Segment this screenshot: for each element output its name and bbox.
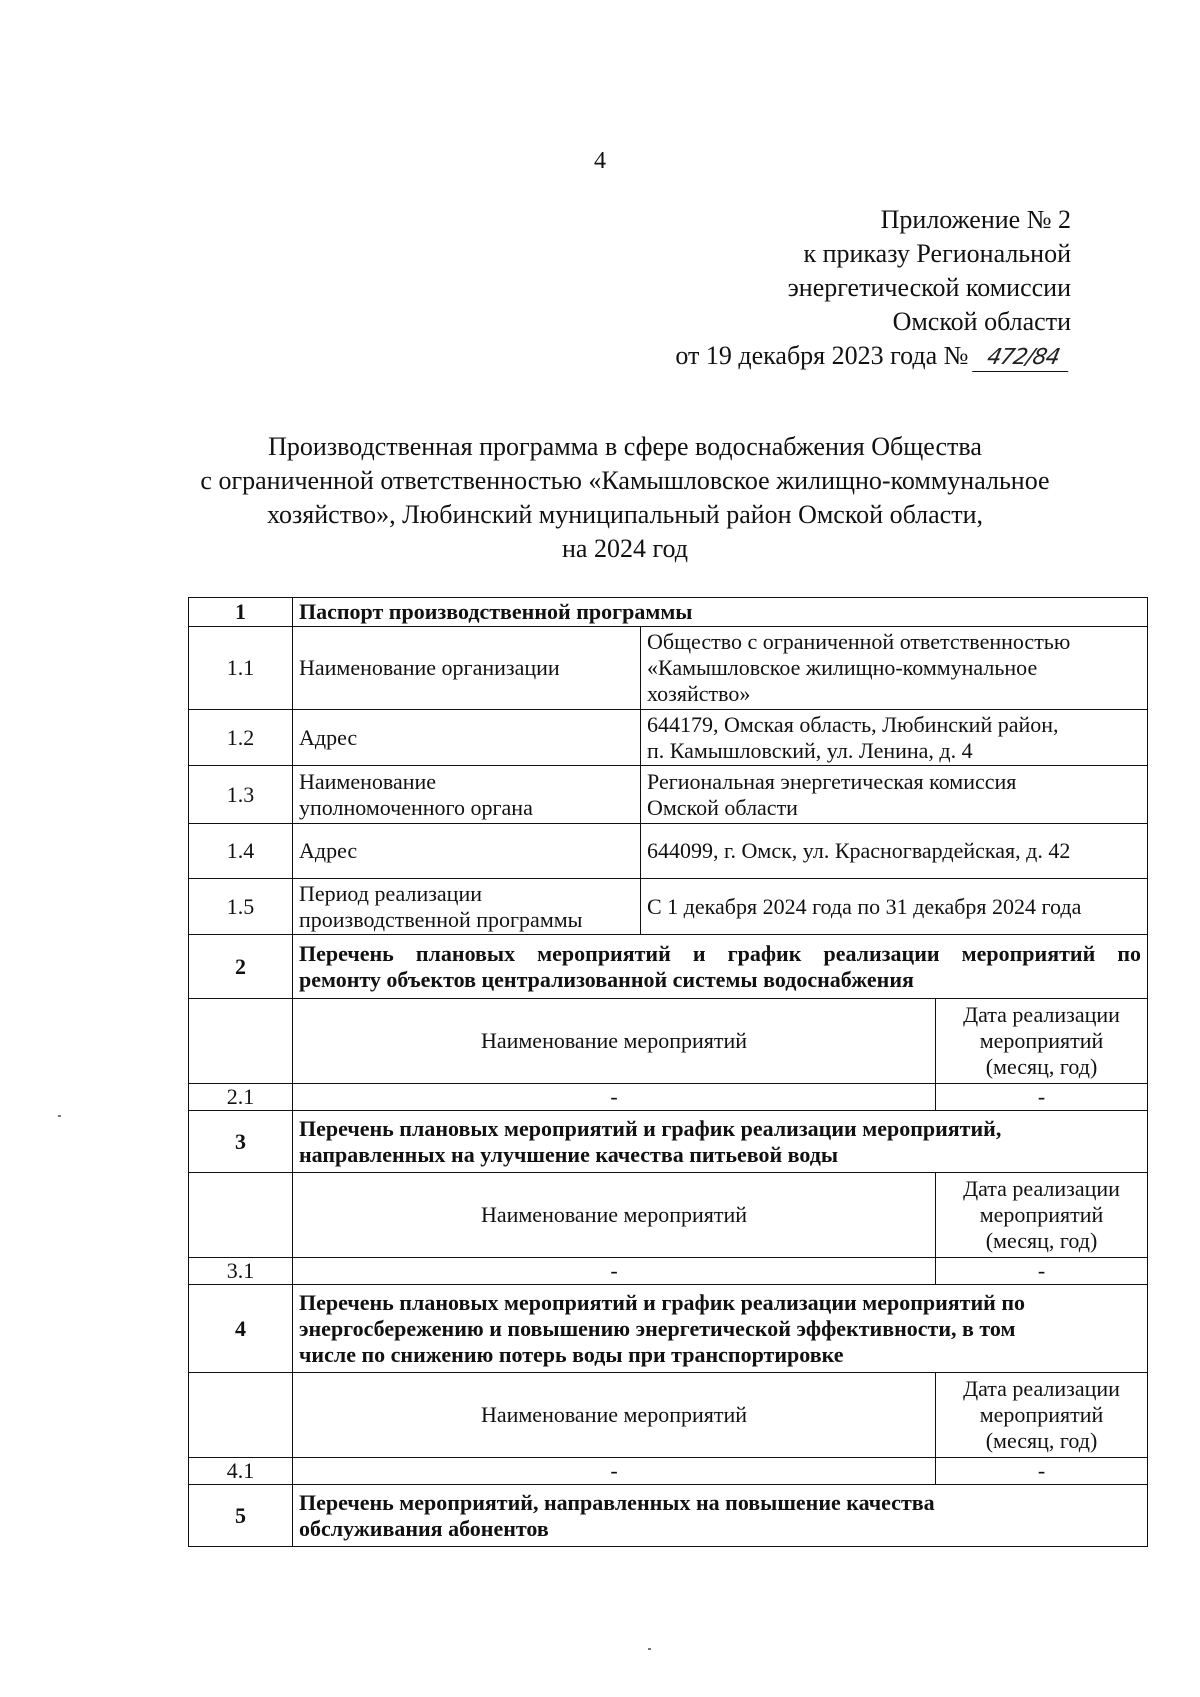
- section-number: 5: [189, 1485, 293, 1547]
- section-title-line: Перечень мероприятий, направленных на повышение качества: [299, 1489, 935, 1515]
- activity-name: -: [293, 1258, 936, 1285]
- row-value: С 1 декабря 2024 года по 31 декабря 2024 года: [641, 879, 1148, 935]
- section-number: 3: [189, 1111, 293, 1173]
- date-header-line: (месяц, год): [985, 1228, 1098, 1253]
- section-title-line: обслуживания абонентов: [299, 1515, 549, 1541]
- passport-row-1-4: [189, 824, 1148, 879]
- date-header-line: Дата реализации: [963, 1002, 1120, 1027]
- section-title: [293, 935, 1148, 999]
- activity-name-header: Наименование мероприятий: [293, 999, 936, 1084]
- scan-speck: [58, 1115, 61, 1117]
- title-line-4: на 2024 год: [562, 534, 688, 563]
- row-number: 1.2: [189, 710, 293, 766]
- section-title: Паспорт производственной программы: [293, 598, 1148, 627]
- row-number: 4.1: [189, 1458, 293, 1485]
- section-4-header-row: [189, 1373, 1148, 1458]
- row-value: [641, 710, 1148, 766]
- row-number: 1.1: [189, 627, 293, 710]
- row-number: 2.1: [189, 1084, 293, 1111]
- label-line: уполномоченного органа: [299, 794, 533, 820]
- activity-name-header: Наименование мероприятий: [293, 1373, 936, 1458]
- section-title: [293, 1285, 1148, 1373]
- activity-date: -: [936, 1458, 1148, 1485]
- section-title-line: направленных на улучшение качества питьевой воды: [299, 1141, 839, 1167]
- order-date: от 19 декабря 2023 года №: [675, 341, 969, 370]
- activity-date: -: [936, 1258, 1148, 1285]
- activity-date-header: [936, 1173, 1148, 1258]
- empty-cell: [189, 1373, 293, 1458]
- row-number: 1.4: [189, 824, 293, 879]
- date-header-line: (месяц, год): [985, 1428, 1098, 1453]
- section-title-line: Перечень плановых мероприятий и график реализации мероприятий по: [299, 1289, 1026, 1315]
- row-label: [293, 879, 641, 935]
- section-title-line: ремонту объектов централизованной системы водоснабжения: [299, 966, 914, 992]
- label-line: Период реализации: [299, 880, 483, 906]
- section-3-row: [189, 1111, 1148, 1173]
- section-5-row: [189, 1485, 1148, 1547]
- date-header-line: мероприятий: [979, 1028, 1104, 1053]
- row-label: Адрес: [293, 710, 641, 766]
- appendix-line-2: к приказу Региональной: [803, 239, 1071, 268]
- row-value: 644099, г. Омск, ул. Красногвардейская, д. 42: [641, 824, 1148, 879]
- section-title-line: энергосбережению и повышению энергетической эффективности, в том: [299, 1315, 1016, 1341]
- document-title: [175, 430, 1075, 566]
- passport-row-1-1: [189, 627, 1148, 710]
- appendix-line-4: Омской области: [892, 307, 1071, 336]
- activity-name: -: [293, 1084, 936, 1111]
- section-number: 2: [189, 935, 293, 999]
- label-line: производственной программы: [299, 906, 583, 932]
- production-program-table: [188, 597, 1148, 1547]
- page-number: 4: [594, 148, 606, 174]
- date-header-line: мероприятий: [979, 1202, 1104, 1227]
- row-value: [641, 766, 1148, 824]
- activity-row-3-1: [189, 1258, 1148, 1285]
- section-title: [293, 1111, 1148, 1173]
- section-2-row: [189, 935, 1148, 999]
- activity-date-header: [936, 999, 1148, 1084]
- section-number: 1: [189, 598, 293, 627]
- label-line: Наименование: [299, 768, 437, 794]
- activity-row-4-1: [189, 1458, 1148, 1485]
- row-label: Адрес: [293, 824, 641, 879]
- order-number-handwritten: 472/84: [972, 345, 1074, 372]
- title-line-3: хозяйство», Любинский муниципальный район Омской области,: [267, 500, 983, 529]
- row-number: 3.1: [189, 1258, 293, 1285]
- section-2-header-row: [189, 999, 1148, 1084]
- section-title-line: Перечень плановых мероприятий и график реализации мероприятий по: [299, 940, 1141, 966]
- value-line: Общество с ограниченной ответственностью: [647, 629, 1071, 654]
- activity-date-header: [936, 1373, 1148, 1458]
- section-title: [293, 1485, 1148, 1547]
- section-1-row: [189, 598, 1148, 627]
- passport-row-1-3: [189, 766, 1148, 824]
- value-line: п. Камышловский, ул. Ленина, д. 4: [647, 737, 973, 763]
- section-number: 4: [189, 1285, 293, 1373]
- section-3-header-row: [189, 1173, 1148, 1258]
- passport-row-1-2: [189, 710, 1148, 766]
- date-header-line: мероприятий: [979, 1402, 1104, 1427]
- section-title-line: Перечень плановых мероприятий и график реализации мероприятий,: [299, 1115, 1002, 1141]
- activity-name-header: Наименование мероприятий: [293, 1173, 936, 1258]
- value-line: хозяйство»: [647, 681, 751, 706]
- activity-name: -: [293, 1458, 936, 1485]
- row-number: 1.3: [189, 766, 293, 824]
- empty-cell: [189, 1173, 293, 1258]
- order-date-line: [675, 339, 1071, 373]
- row-label: [293, 766, 641, 824]
- value-line: «Камышловское жилищно-коммунальное: [647, 655, 1038, 680]
- appendix-line-3: энергетической комиссии: [787, 273, 1071, 302]
- date-header-line: (месяц, год): [985, 1054, 1098, 1079]
- appendix-header: [675, 203, 1071, 373]
- section-4-row: [189, 1285, 1148, 1373]
- passport-row-1-5: [189, 879, 1148, 935]
- activity-date: -: [936, 1084, 1148, 1111]
- row-label: Наименование организации: [293, 627, 641, 710]
- date-header-line: Дата реализации: [963, 1176, 1120, 1201]
- value-line: Омской области: [647, 794, 798, 820]
- activity-row-2-1: [189, 1084, 1148, 1111]
- row-value: [641, 627, 1148, 710]
- value-line: 644179, Омская область, Любинский район,: [647, 711, 1059, 737]
- title-line-1: Производственная программа в сфере водоснабжения Общества: [268, 432, 982, 461]
- value-line: Региональная энергетическая комиссия: [647, 768, 1017, 794]
- row-number: 1.5: [189, 879, 293, 935]
- scan-speck: [648, 1648, 651, 1650]
- title-line-2: с ограниченной ответственностью «Камышловское жилищно-коммунальное: [200, 466, 1050, 495]
- appendix-line-1: Приложение № 2: [880, 205, 1071, 234]
- section-title-line: числе по снижению потерь воды при транспортировке: [299, 1341, 844, 1367]
- empty-cell: [189, 999, 293, 1084]
- date-header-line: Дата реализации: [963, 1376, 1120, 1401]
